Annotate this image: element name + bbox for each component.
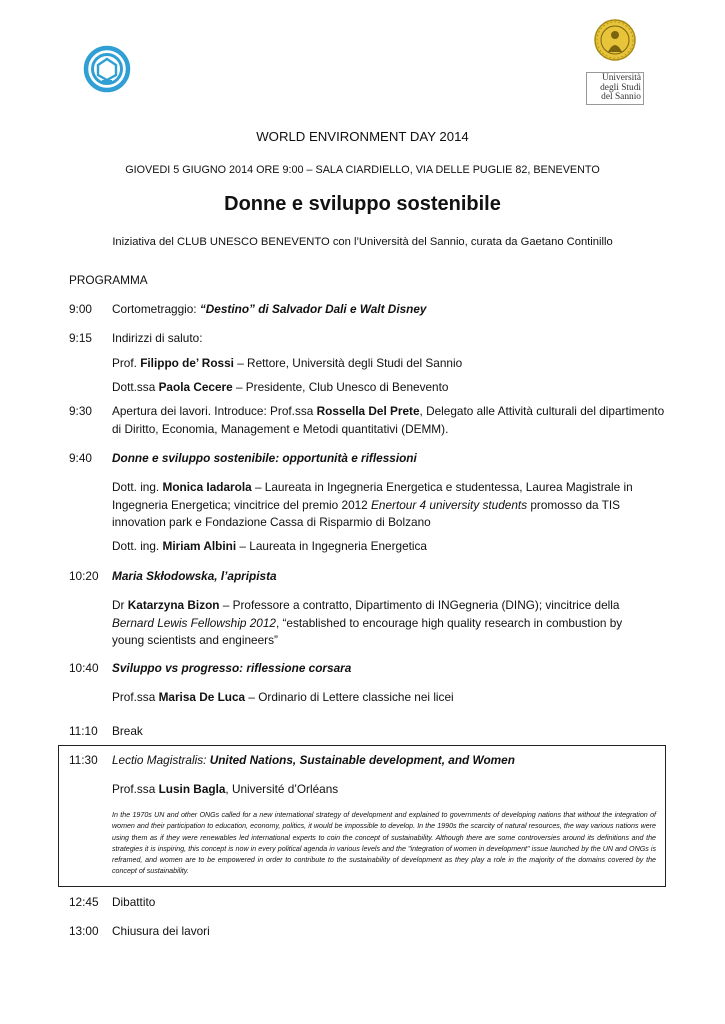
item-time: 9:15 (69, 331, 92, 345)
item-time: 10:40 (69, 661, 99, 675)
speaker-name: Miriam Albini (162, 539, 237, 553)
speaker-name: Katarzyna Bizon (127, 598, 220, 612)
speaker-line: Prof.ssa Marisa De Luca – Ordinario di Lettere classiche nei licei (112, 690, 454, 704)
speaker-name: Marisa De Luca (158, 690, 246, 704)
item-time: 12:45 (69, 895, 99, 909)
speaker-line: Dott. ing. Monica Iadarola – Laureata in Ingegneria Energetica e studentessa, Laurea Magistrale in Ingegneria Energetica; vincitrice del premio 2012 Enertour 4 university students promosso da TIS innovation park e Fondazione Cassa di Risparmio di Bolzano (112, 480, 633, 529)
university-name-line-2: degli Studi (600, 82, 641, 93)
item-description: Chiusura dei lavori (112, 924, 210, 938)
speaker-line: Prof.ssa Lusin Bagla, Université d’Orléans (112, 782, 339, 796)
program-label: PROGRAMMA (69, 273, 148, 287)
university-name-line-1: Università (601, 73, 641, 83)
item-time: 10:20 (69, 569, 99, 583)
item-title: “Destino” di Salvador Dali e Walt Disney (199, 302, 427, 316)
item-prefix: Lectio Magistralis: (112, 753, 210, 767)
item-time: 13:00 (69, 924, 99, 938)
item-title: Donne e sviluppo sostenibile: opportunità e riflessioni (112, 451, 417, 465)
speaker-name: Filippo de’ Rossi (140, 356, 234, 370)
item-time: 9:30 (69, 404, 92, 418)
event-headline: Donne e sviluppo sostenibile (224, 193, 501, 215)
item-title: Maria Skłodowska, l’apripista (112, 569, 277, 583)
event-subtitle: Iniziativa del CLUB UNESCO BENEVENTO con l’Università del Sannio, curata da Gaetano Continillo (112, 236, 613, 248)
speaker-name: Monica Iadarola (162, 480, 252, 494)
item-prefix: Cortometraggio: (112, 302, 200, 316)
unesco-club-logo (82, 44, 132, 94)
item-title: Sviluppo vs progresso: riflessione corsara (112, 661, 352, 675)
item-description: Dibattito (112, 895, 156, 909)
speaker-name: Rossella Del Prete (316, 404, 420, 418)
university-seal-icon (586, 18, 644, 64)
item-time: 11:30 (69, 753, 98, 767)
lectio-abstract: In the 1970s UN and other ONGs called for a new international strategy of development and explained to governments of developing nations that without the integration of women and their participation to education, economy, politics, it would be impossible to develop. In the 1990s the scarcity of natural resources, the way various nations were using them as if they were renewables led international experts to coin the concept of sustainability. Although there are some controversies around its definitions and the strategies it is inspiring, this concept is now in every political agenda in various levels and the "integration of women in development" issue launched by the UN and ONGs is reframed, and women are to be empowered in order to contribute to the sustainability of development as they play a role in the majority of the domains covered by the concept of sustainability. (112, 811, 656, 876)
item-description: Indirizzi di saluto: (112, 331, 203, 345)
item-time: 9:40 (69, 451, 92, 465)
item-description: Break (112, 724, 143, 738)
item-title: United Nations, Sustainable development, and Women (209, 753, 515, 767)
event-datetime-place: GIOVEDI 5 GIUGNO 2014 ORE 9:00 – SALA CIARDIELLO, VIA DELLE PUGLIE 82, BENEVENTO (125, 164, 600, 176)
item-time: 11:10 (69, 724, 98, 738)
speaker-name: Paola Cecere (158, 380, 233, 394)
speaker-line: Prof. Filippo de’ Rossi – Rettore, Università degli Studi del Sannio (112, 356, 463, 370)
speaker-line: Dr Katarzyna Bizon – Professore a contratto, Dipartimento di INGegneria (DING); vincitrice della Bernard Lewis Fellowship 2012, “established to encourage high quality research in combustion by young scientists and engineers” (112, 598, 623, 647)
event-title: WORLD ENVIRONMENT DAY 2014 (256, 129, 469, 144)
speaker-line: Dott. ing. Miriam Albini – Laureata in Ingegneria Energetica (112, 539, 427, 553)
speaker-name: Lusin Bagla (158, 782, 226, 796)
speaker-line: Dott.ssa Paola Cecere – Presidente, Club Unesco di Benevento (112, 380, 449, 394)
university-name-line-3: del Sannio (601, 92, 641, 102)
item-time: 9:00 (69, 302, 92, 316)
university-logo (586, 18, 644, 100)
